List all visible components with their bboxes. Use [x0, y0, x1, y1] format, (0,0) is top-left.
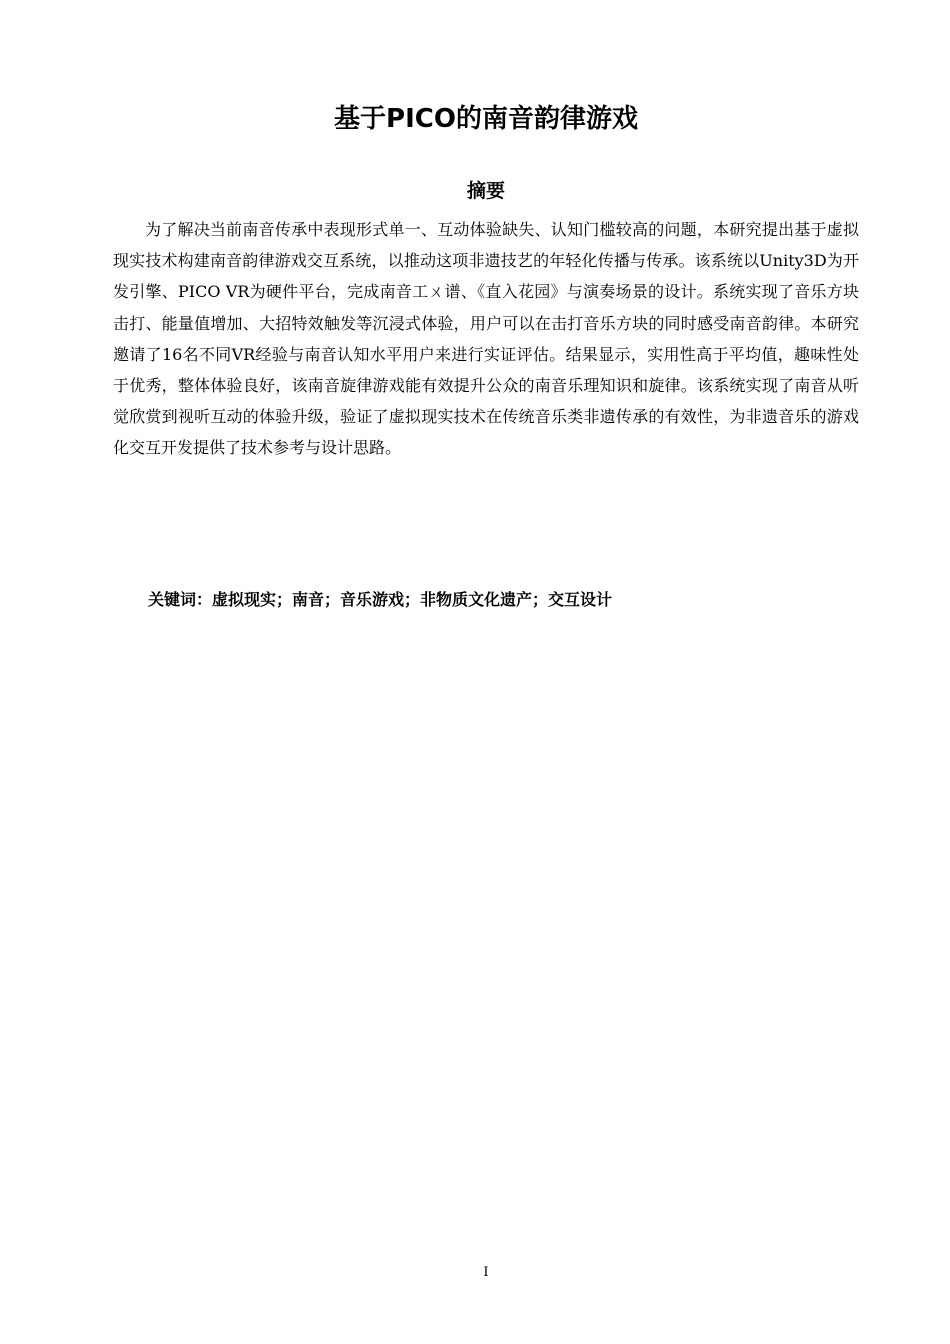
keywords-line: 关键词：虚拟现实；南音；音乐游戏；非物质文化遗产；交互设计: [148, 590, 613, 609]
paper-title: 基于PICO的南音韵律游戏: [334, 104, 638, 134]
page-number: I: [483, 1265, 489, 1280]
abstract-body: 为了解决当前南音传承中表现形式单一、互动体验缺失、认知门槛较高的问题，本研究提出基于虚拟现实技术构建南音韵律游戏交互系统，以推动这项非遗技艺的年轻化传播与传承。该系统以Unity3D为开发引擎、PICO VR为硬件平台，完成南音工ㄨ谱、《直入花园》与演奏场景的设计。系统实现了音乐方块击打、能量值增加、大招特效触发等沉浸式体验，用户可以在击打音乐方块的同时感受南音韵律。本研究邀请了16名不同VR经验与南音认知水平用户来进行实证评估。结果显示，实用性高于平均值，趣味性处于优秀，整体体验良好，该南音旋律游戏能有效提升公众的南音乐理知识和旋律。该系统实现了南音从听觉欣赏到视听互动的体验升级，验证了虚拟现实技术在传统音乐类非遗传承的有效性，为非遗音乐的游戏化交互开发提供了技术参考与设计思路。: [113, 220, 859, 458]
abstract-heading: 摘要: [466, 180, 505, 202]
